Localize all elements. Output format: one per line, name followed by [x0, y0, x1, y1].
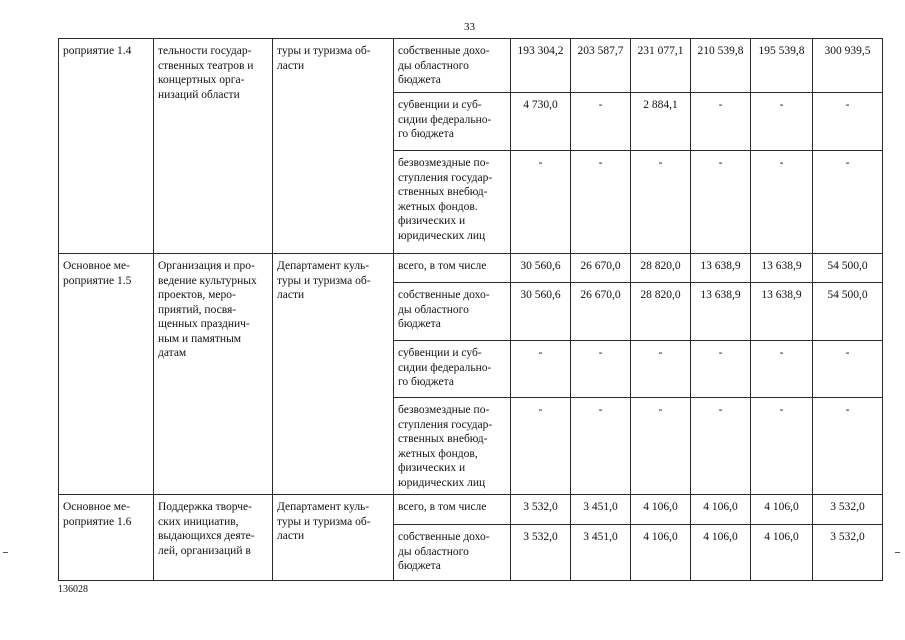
table-row — [59, 254, 883, 283]
executor-cell: туры и туризма об- ласти — [273, 39, 394, 254]
value-cell: 193 304,2 — [511, 39, 571, 93]
value-cell: - — [813, 398, 883, 495]
measure-cell: роприятие 1.4 — [59, 39, 154, 254]
value-cell: - — [571, 151, 631, 254]
value-cell: - — [813, 151, 883, 254]
value-cell: 300 939,5 — [813, 39, 883, 93]
value-cell: - — [751, 93, 813, 151]
funding-source-cell: всего, в том числе — [394, 254, 511, 283]
value-cell: - — [511, 341, 571, 398]
value-cell: - — [691, 341, 751, 398]
value-cell: 210 539,8 — [691, 39, 751, 93]
value-cell: 203 587,7 — [571, 39, 631, 93]
value-cell: 13 638,9 — [691, 283, 751, 341]
value-cell: - — [751, 398, 813, 495]
value-cell: - — [751, 151, 813, 254]
value-cell: 4 106,0 — [631, 525, 691, 581]
value-cell: 195 539,8 — [751, 39, 813, 93]
value-cell: 26 670,0 — [571, 254, 631, 283]
funding-source-cell: собственные дохо- ды областного бюджета — [394, 283, 511, 341]
funding-source-cell: собственные дохо- ды областного бюджета — [394, 39, 511, 93]
value-cell: 231 077,1 — [631, 39, 691, 93]
value-cell: 13 638,9 — [751, 283, 813, 341]
value-cell: - — [631, 398, 691, 495]
value-cell: 3 532,0 — [511, 495, 571, 525]
value-cell: 4 730,0 — [511, 93, 571, 151]
funding-source-cell: безвозмездные по- ступления государ- ственных внебюд- жетных фондов. физических и юридических лиц — [394, 151, 511, 254]
value-cell: - — [631, 341, 691, 398]
value-cell: - — [511, 398, 571, 495]
funding-source-cell: безвозмездные по- ступления государ- ственных внебюд- жетных фондов, физических и юридических лиц — [394, 398, 511, 495]
value-cell: 4 106,0 — [631, 495, 691, 525]
value-cell: - — [691, 93, 751, 151]
measure-cell: Основное ме- роприятие 1.5 — [59, 254, 154, 495]
value-cell: 30 560,6 — [511, 254, 571, 283]
value-cell: - — [751, 341, 813, 398]
value-cell: 3 532,0 — [511, 525, 571, 581]
table-row — [59, 495, 883, 525]
page-number: 33 — [464, 21, 475, 33]
table-body — [59, 39, 883, 581]
value-cell: - — [631, 151, 691, 254]
value-cell: - — [511, 151, 571, 254]
budget-table — [58, 38, 883, 581]
value-cell: 4 106,0 — [751, 495, 813, 525]
description-cell: Поддержка творче- ских инициатив, выдающихся деяте- лей, организаций в — [154, 495, 273, 581]
value-cell: 26 670,0 — [571, 283, 631, 341]
value-cell: - — [813, 341, 883, 398]
value-cell: 28 820,0 — [631, 254, 691, 283]
value-cell: 3 532,0 — [813, 495, 883, 525]
value-cell: - — [571, 398, 631, 495]
value-cell: - — [691, 398, 751, 495]
value-cell: 54 500,0 — [813, 254, 883, 283]
table-row — [59, 39, 883, 93]
value-cell: - — [571, 341, 631, 398]
value-cell: 3 451,0 — [571, 495, 631, 525]
value-cell: 4 106,0 — [691, 525, 751, 581]
value-cell: 13 638,9 — [751, 254, 813, 283]
value-cell: 4 106,0 — [751, 525, 813, 581]
value-cell: 2 884,1 — [631, 93, 691, 151]
funding-source-cell: собственные дохо- ды областного бюджета — [394, 525, 511, 581]
executor-cell: Департамент куль- туры и туризма об- ласти — [273, 495, 394, 581]
description-cell: тельности государ- ственных театров и концертных орга- низаций области — [154, 39, 273, 254]
value-cell: 30 560,6 — [511, 283, 571, 341]
value-cell: - — [571, 93, 631, 151]
scan-mark-left — [3, 552, 8, 553]
value-cell: - — [691, 151, 751, 254]
scan-mark-right — [895, 552, 900, 553]
description-cell: Организация и про- ведение культурных проектов, меро- приятий, посвя- щенных празднич- ным и памятным датам — [154, 254, 273, 495]
executor-cell: Департамент куль- туры и туризма об- ласти — [273, 254, 394, 495]
value-cell: 4 106,0 — [691, 495, 751, 525]
funding-source-cell: всего, в том числе — [394, 495, 511, 525]
value-cell: 3 451,0 — [571, 525, 631, 581]
value-cell: 54 500,0 — [813, 283, 883, 341]
funding-source-cell: субвенции и суб- сидии федерально- го бюджета — [394, 93, 511, 151]
value-cell: - — [813, 93, 883, 151]
value-cell: 13 638,9 — [691, 254, 751, 283]
value-cell: 3 532,0 — [813, 525, 883, 581]
funding-source-cell: субвенции и суб- сидии федерально- го бюджета — [394, 341, 511, 398]
footer-code: 136028 — [58, 584, 88, 595]
measure-cell: Основное ме- роприятие 1.6 — [59, 495, 154, 581]
value-cell: 28 820,0 — [631, 283, 691, 341]
